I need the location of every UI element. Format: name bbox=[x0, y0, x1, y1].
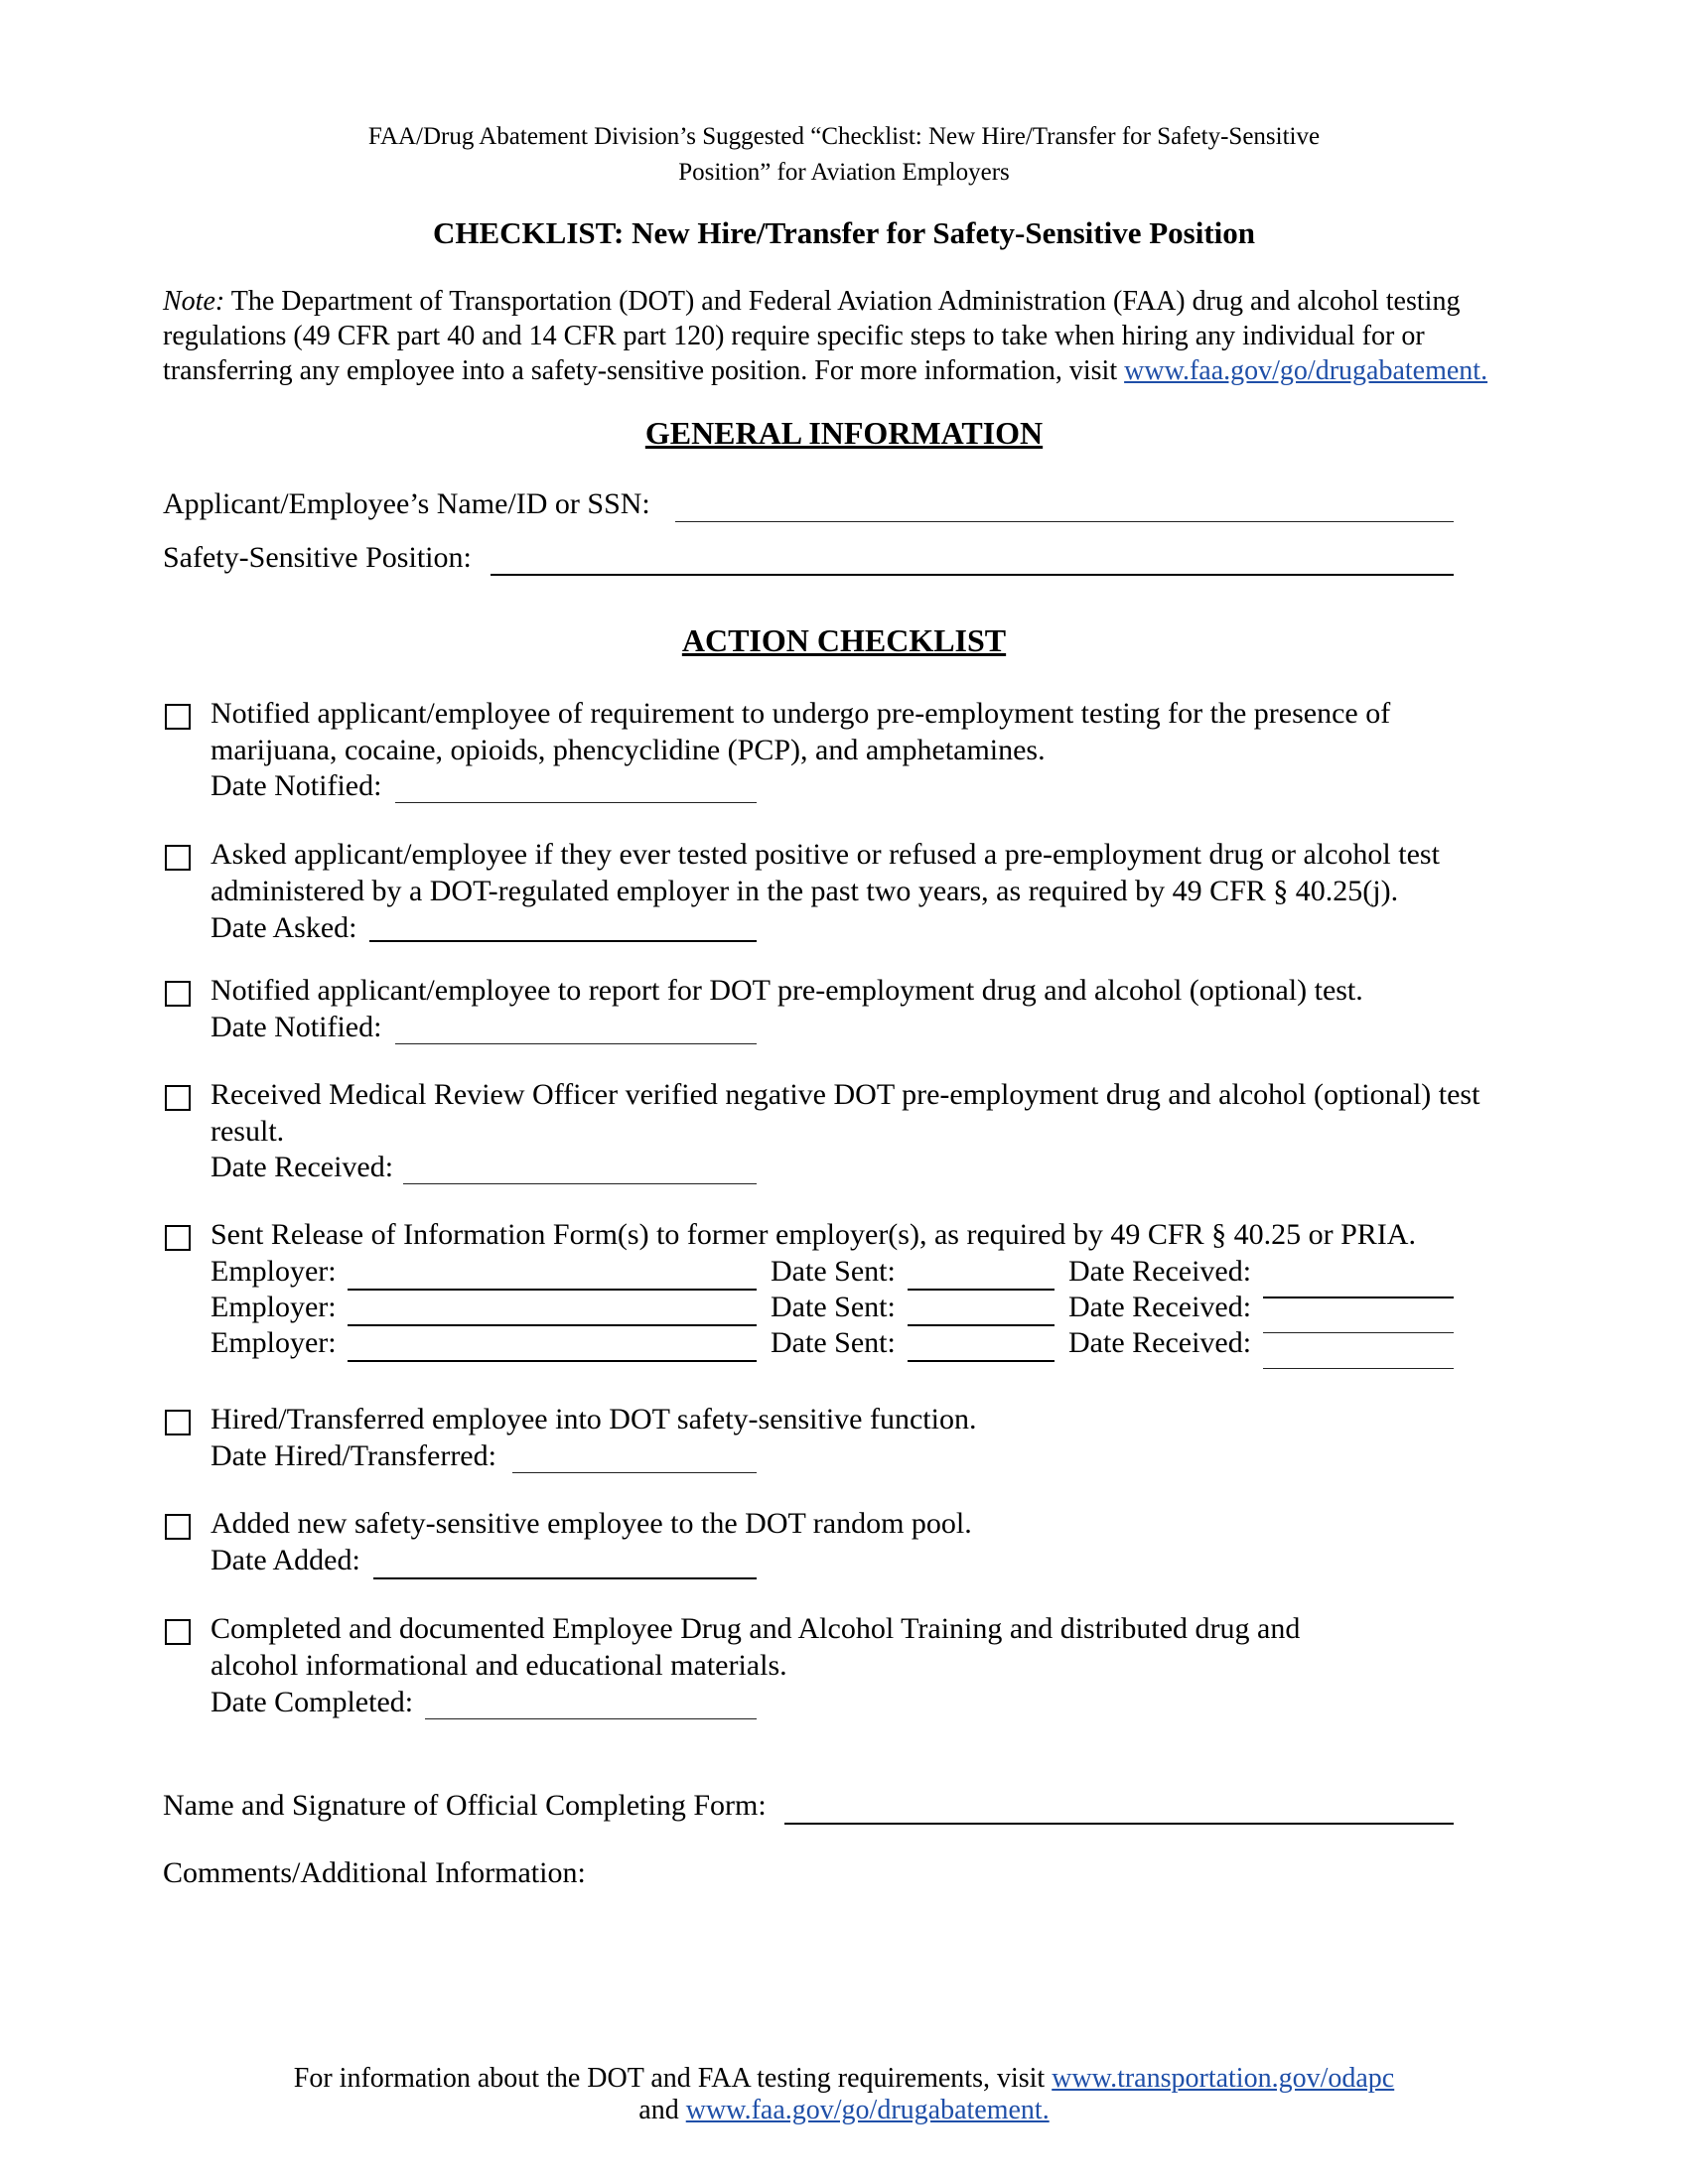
checklist-item-3-date-label: Date Notified: bbox=[211, 1011, 382, 1043]
footer-faa-link[interactable]: www.faa.gov/go/drugabatement. bbox=[685, 2095, 1050, 2125]
checklist-item-1-text: Notified applicant/employee of requirement to undergo pre-employment testing for the presence of marijuana, cocaine, opioids, phencyclidine (PCP), and amphetamines. bbox=[211, 697, 1391, 766]
date-sent-label-1: Date Sent: bbox=[771, 1255, 896, 1288]
note-line-3 bbox=[163, 353, 1487, 389]
footer-text-2: and bbox=[638, 2095, 686, 2125]
date-sent-field-3[interactable] bbox=[908, 1360, 1055, 1362]
checklist-item-4-date-label: Date Received: bbox=[211, 1151, 394, 1183]
action-checklist-heading: ACTION CHECKLIST bbox=[681, 622, 1007, 658]
checklist-item-7 bbox=[211, 1505, 1481, 1542]
employer-field-2[interactable] bbox=[348, 1324, 757, 1326]
checkbox-item-6[interactable] bbox=[165, 1410, 191, 1435]
date-received-field-3[interactable] bbox=[1263, 1368, 1454, 1369]
note-text-1: The Department of Transportation (DOT) and Federal Aviation Administration (FAA) drug and alcohol testing bbox=[224, 286, 1461, 317]
employer-field-1[interactable] bbox=[348, 1289, 757, 1291]
applicant-name-field[interactable] bbox=[675, 521, 1454, 522]
footer-line-1 bbox=[0, 2061, 1688, 2097]
checkbox-item-8[interactable] bbox=[165, 1619, 191, 1645]
header-line-2: Position” for Aviation Employers bbox=[678, 159, 1010, 186]
checkbox-item-5[interactable] bbox=[165, 1225, 191, 1251]
date-received-field[interactable] bbox=[403, 1183, 757, 1184]
checkbox-item-3[interactable] bbox=[165, 981, 191, 1007]
employer-label-1: Employer: bbox=[211, 1255, 337, 1288]
signature-field[interactable] bbox=[784, 1823, 1454, 1825]
safety-position-label: Safety-Sensitive Position: bbox=[163, 541, 472, 574]
date-sent-field-1[interactable] bbox=[908, 1289, 1055, 1291]
checklist-item-5 bbox=[211, 1216, 1481, 1253]
checklist-item-5-text: Sent Release of Information Form(s) to former employer(s), as required by 49 CFR § 40.25 or PRIA. bbox=[211, 1218, 1416, 1251]
applicant-name-label: Applicant/Employee’s Name/ID or SSN: bbox=[163, 487, 650, 520]
date-completed-field[interactable] bbox=[425, 1718, 757, 1719]
checklist-item-6-text: Hired/Transferred employee into DOT safety-sensitive function. bbox=[211, 1403, 977, 1435]
footer-odapc-link[interactable]: www.transportation.gov/odapc bbox=[1052, 2063, 1395, 2094]
checklist-item-2-text: Asked applicant/employee if they ever tested positive or refused a pre-employment drug or alcohol test administered by a DOT-regulated employer in the past two years, as required by 49 CFR § 40.25(j). Date Asked: bbox=[211, 838, 1440, 944]
checklist-item-8 bbox=[211, 1610, 1481, 1684]
date-hired-field[interactable] bbox=[512, 1472, 757, 1473]
checklist-item-6-date-label: Date Hired/Transferred: bbox=[211, 1439, 496, 1472]
date-received-label-2: Date Received: bbox=[1068, 1291, 1252, 1323]
checklist-item-7-text: Added new safety-sensitive employee to the DOT random pool. bbox=[211, 1507, 972, 1540]
checklist-item-1-date-label: Date Notified: bbox=[211, 769, 382, 802]
checkbox-item-7[interactable] bbox=[165, 1514, 191, 1540]
checklist-item-3-text: Notified applicant/employee to report for DOT pre-employment drug and alcohol (optional) test. bbox=[211, 974, 1363, 1007]
date-asked-field[interactable] bbox=[369, 940, 757, 942]
checklist-item-6 bbox=[211, 1401, 1481, 1437]
checklist-item-4-text: Received Medical Review Officer verified negative DOT pre-employment drug and alcohol (optional) test result. bbox=[211, 1078, 1480, 1148]
safety-position-field[interactable] bbox=[491, 574, 1454, 576]
header-line-1: FAA/Drug Abatement Division’s Suggested “Checklist: New Hire/Transfer for Safety-Sensitive bbox=[367, 123, 1321, 150]
note-text-3: transferring any employee into a safety-sensitive position. For more information, visit bbox=[163, 355, 1125, 386]
note-faa-link[interactable]: www.faa.gov/go/drugabatement. bbox=[1124, 355, 1488, 386]
note-label: Note: bbox=[163, 286, 225, 317]
employer-label-3: Employer: bbox=[211, 1326, 337, 1359]
date-sent-label-3: Date Sent: bbox=[771, 1326, 896, 1359]
checkbox-item-2[interactable] bbox=[165, 845, 191, 871]
note-line-1 bbox=[163, 284, 1460, 320]
page-title: CHECKLIST: New Hire/Transfer for Safety-Sensitive Position bbox=[432, 215, 1256, 250]
date-received-field-2[interactable] bbox=[1263, 1332, 1454, 1333]
checklist-item-1 bbox=[211, 695, 1481, 768]
general-information-heading: GENERAL INFORMATION bbox=[644, 415, 1044, 451]
footer-line-2 bbox=[0, 2093, 1688, 2128]
checklist-item-3 bbox=[211, 972, 1481, 1009]
date-notified-field-1[interactable] bbox=[395, 802, 757, 803]
comments-label: Comments/Additional Information: bbox=[163, 1856, 586, 1889]
checklist-item-8-text: Completed and documented Employee Drug and Alcohol Training and distributed drug and alcohol informational and educational materials. bbox=[211, 1612, 1301, 1682]
signature-label: Name and Signature of Official Completing Form: bbox=[163, 1789, 767, 1822]
date-received-field-1[interactable] bbox=[1263, 1297, 1454, 1298]
checkbox-item-1[interactable] bbox=[165, 704, 191, 730]
employer-field-3[interactable] bbox=[348, 1360, 757, 1362]
date-sent-field-2[interactable] bbox=[908, 1324, 1055, 1326]
footer-text-1: For information about the DOT and FAA testing requirements, visit bbox=[293, 2063, 1053, 2094]
checklist-item-2 bbox=[211, 836, 1481, 946]
checklist-item-8-date-label: Date Completed: bbox=[211, 1686, 414, 1718]
date-notified-field-2[interactable] bbox=[395, 1043, 757, 1044]
date-received-label-1: Date Received: bbox=[1068, 1255, 1252, 1288]
date-sent-label-2: Date Sent: bbox=[771, 1291, 896, 1323]
comments-field[interactable] bbox=[163, 1896, 1454, 2025]
date-received-label-3: Date Received: bbox=[1068, 1326, 1252, 1359]
note-line-2: regulations (49 CFR part 40 and 14 CFR part 120) require specific steps to take when hiring any individual for or bbox=[163, 321, 1425, 351]
date-added-field[interactable] bbox=[373, 1577, 757, 1579]
checklist-item-7-date-label: Date Added: bbox=[211, 1544, 360, 1576]
employer-label-2: Employer: bbox=[211, 1291, 337, 1323]
checklist-item-4 bbox=[211, 1076, 1481, 1150]
checkbox-item-4[interactable] bbox=[165, 1085, 191, 1111]
